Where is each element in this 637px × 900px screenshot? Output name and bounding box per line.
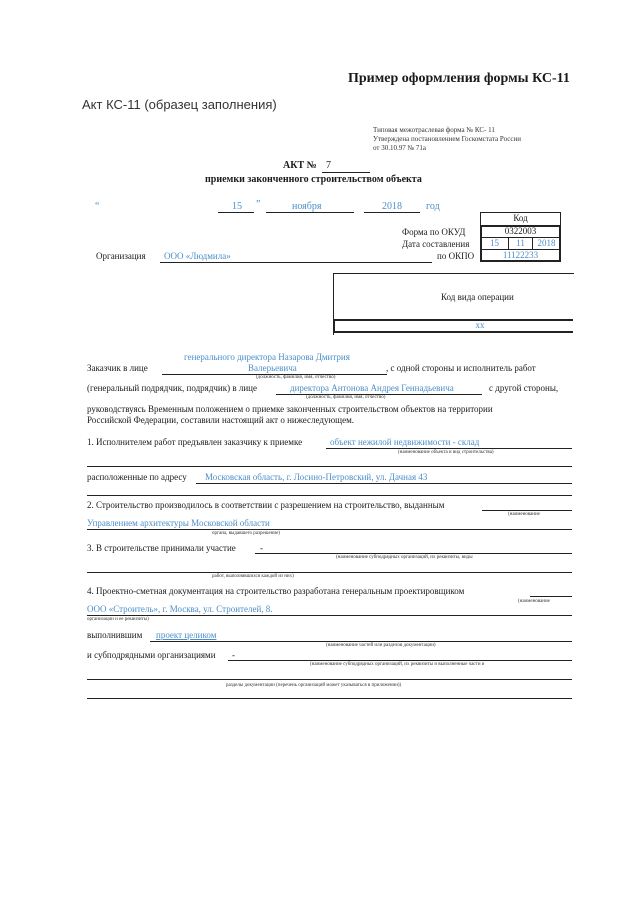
item3-hint: (наименование субподрядных организаций, их реквизиты, виды — [336, 555, 473, 560]
okpo-label: по ОКПО — [437, 251, 475, 261]
item3-label: 3. В строительстве принимали участие — [87, 543, 236, 553]
okpo-value: 11122233 — [502, 250, 539, 260]
guided-line1: руководствуясь Временным положением о приемке законченных строительством объектов на территории — [87, 404, 493, 414]
act-title-prefix: АКТ № — [283, 160, 317, 171]
subs-label: и субподрядными организациями — [87, 650, 216, 660]
date-day: 15 — [232, 201, 242, 212]
customer-hint: (должность, фамилия, имя, отчество) — [256, 375, 336, 380]
contractor-label: (генеральный подрядчик, подрядчик) в лице — [87, 383, 257, 393]
item3-value: - — [260, 543, 263, 553]
date-composed-label: Дата составления — [402, 239, 470, 249]
form-note-line2: Утверждена постановлением Госкомстата России — [373, 135, 521, 143]
address-value: Московская область, г. Лосино-Петровский, ул. Дачная 43 — [205, 472, 428, 482]
code-header: Код — [513, 213, 528, 223]
organization-label: Организация — [96, 251, 146, 261]
customer-suffix: , с одной стороны и исполнитель работ — [386, 363, 536, 373]
item4-value: ООО «Строитель», г. Москва, ул. Строителей, 8. — [87, 604, 273, 614]
date-quote-close: ” — [256, 199, 261, 210]
item2-hint: органа, выдавшего разрешение) — [212, 531, 280, 536]
item2-hint-right: (наименование — [508, 512, 540, 517]
contractor-hint: (должность, фамилия, имя, отчество) — [306, 395, 386, 400]
performed-value: проект целиком — [156, 630, 217, 640]
item1-value: объект нежилой недвижимости - склад — [330, 437, 480, 447]
item1-label: 1. Исполнителем работ предъявлен заказчику к приемке — [87, 437, 303, 447]
operation-label: Код вида операции — [441, 292, 514, 302]
act-number: 7 — [326, 160, 331, 171]
subs-hint2: разделы документации (перечень организаций может указываться в приложении)) — [226, 683, 402, 688]
date-composed-day: 15 — [490, 238, 499, 248]
customer-value-line2: Валерьевича — [248, 363, 297, 373]
guided-line2: Российской Федерации, составили настоящий акт о нижеследующем. — [87, 415, 355, 425]
date-year-suffix: год — [426, 201, 440, 212]
item3-hint2: работ, выполнявшихся каждой из них) — [212, 574, 294, 579]
subs-value: - — [232, 650, 235, 660]
date-month: ноября — [292, 201, 322, 212]
okud-value: 0322003 — [504, 226, 537, 236]
contractor-value: директора Антонова Андрея Геннадьевича — [290, 383, 454, 393]
customer-label: Заказчик в лице — [87, 363, 148, 373]
address-label: расположенные по адресу — [87, 472, 187, 482]
item2-value: Управлением архитектуры Московской области — [87, 518, 270, 528]
item4-hint: организации и ее реквизиты) — [87, 617, 149, 622]
item4-label: 4. Проектно-сметная документация на строительство разработана генеральным проектировщиком — [87, 586, 465, 596]
operation-value: xx — [475, 320, 485, 330]
date-composed-year: 2018 — [537, 238, 556, 248]
subs-hint: (наименование субподрядных организаций, их реквизиты и выполненные части и — [310, 662, 485, 667]
act-subtitle: приемки законченного строительством объекта — [205, 174, 422, 185]
page-title: Пример оформления формы КС-11 — [348, 71, 570, 86]
performed-label: выполнившим — [87, 630, 143, 640]
okud-label: Форма по ОКУД — [402, 227, 466, 237]
date-quote-open: “ — [95, 201, 100, 212]
item1-hint: (наименование объекта и вид строительства) — [398, 450, 494, 455]
performed-hint: (наименование частей или разделов документации) — [326, 643, 436, 648]
form-note-line3: от 30.10.97 № 71а — [373, 144, 427, 152]
organization-value: ООО «Людмила» — [164, 251, 231, 261]
contractor-suffix: с другой стороны, — [489, 383, 559, 393]
page-subtitle: Акт КС-11 (образец заполнения) — [82, 97, 277, 112]
customer-value-line1: генерального директора Назарова Дмитрия — [184, 352, 350, 362]
item2-label: 2. Строительство производилось в соответствии с разрешением на строительство, выданным — [87, 500, 445, 510]
form-note-line1: Типовая межотраслевая форма № КС- 11 — [373, 126, 495, 134]
item4-hint-right: (наименование — [518, 599, 550, 604]
date-composed-month: 11 — [516, 238, 525, 248]
date-year: 2018 — [382, 201, 402, 212]
